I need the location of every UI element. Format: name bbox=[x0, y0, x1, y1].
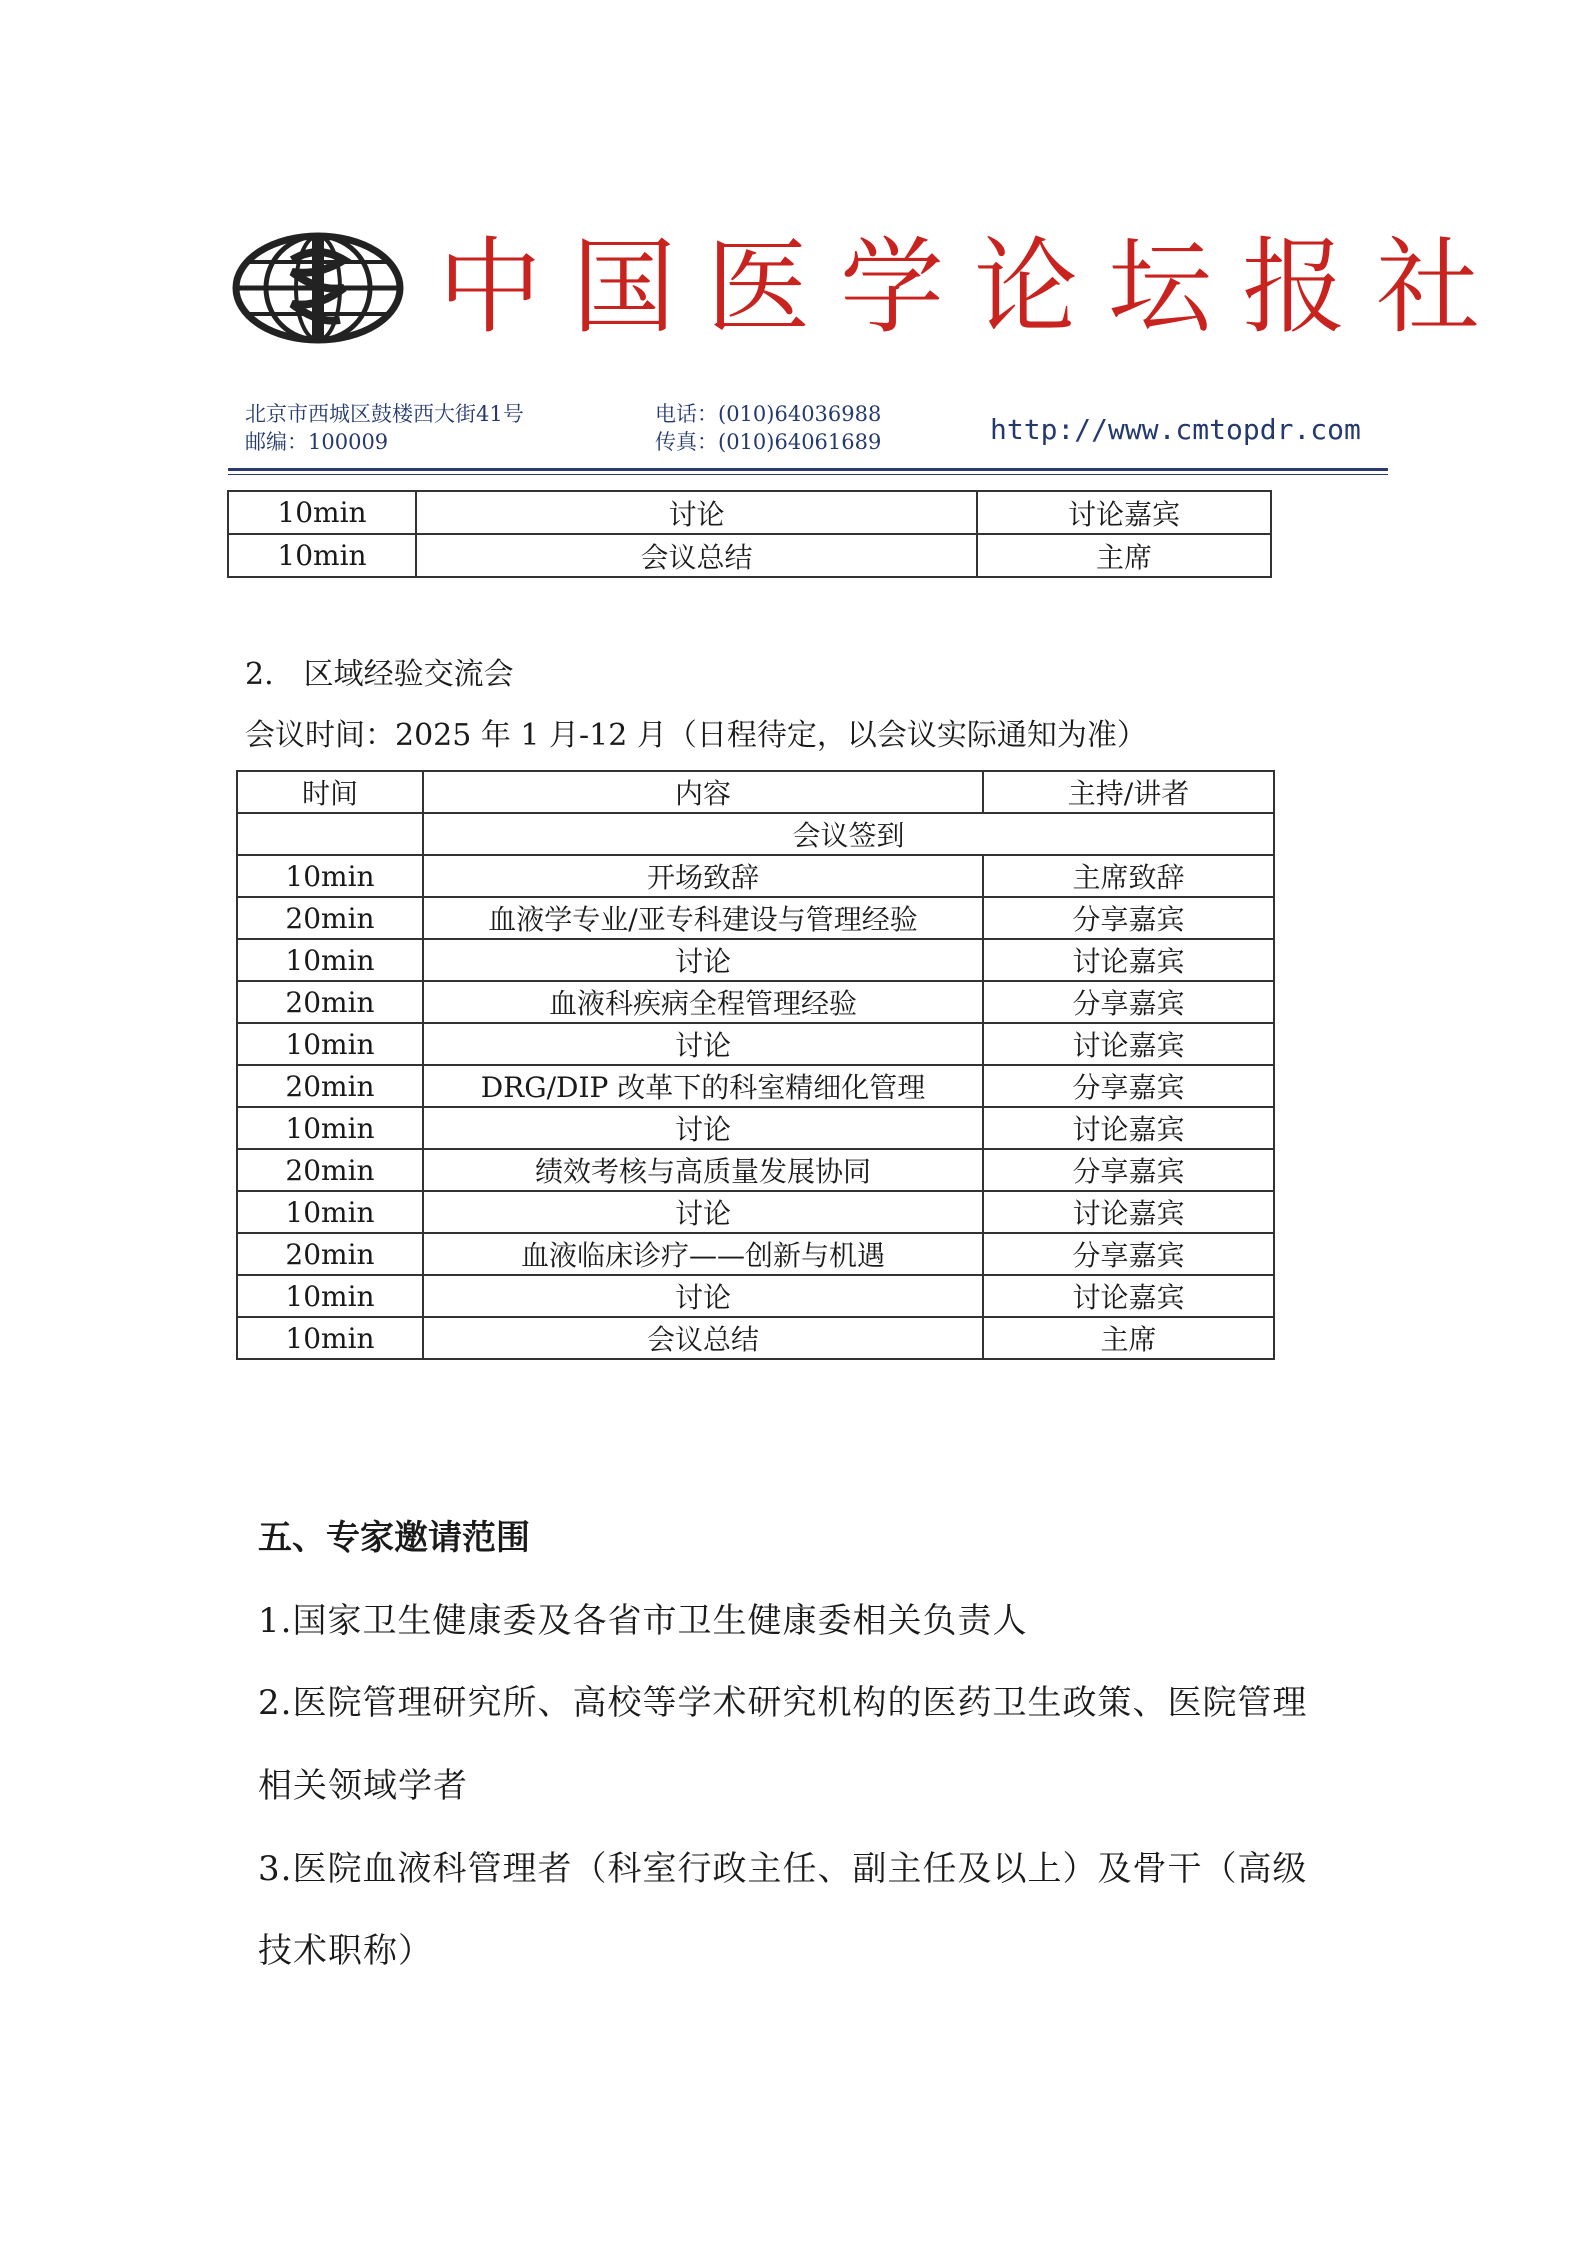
table-row bbox=[237, 1107, 1274, 1149]
table-row bbox=[237, 1317, 1274, 1359]
content-cell: 会议总结 bbox=[423, 1317, 983, 1359]
time-cell: 10min bbox=[237, 939, 423, 981]
table-row bbox=[237, 855, 1274, 897]
host-cell: 讨论嘉宾 bbox=[983, 1275, 1274, 1317]
time-cell: 10min bbox=[228, 534, 416, 577]
table-row bbox=[237, 1233, 1274, 1275]
header-host: 主持/讲者 bbox=[983, 771, 1274, 813]
time-cell: 10min bbox=[237, 1107, 423, 1149]
org-name: 中国医学论坛报社 bbox=[438, 226, 1511, 348]
paragraph-item-2-cont: 相关领域学者 bbox=[258, 1766, 468, 1806]
content-cell: 讨论 bbox=[423, 939, 983, 981]
schedule-table-continued bbox=[227, 490, 1272, 578]
header-content: 内容 bbox=[423, 771, 983, 813]
host-cell: 主席 bbox=[977, 534, 1271, 577]
content-cell: 讨论 bbox=[423, 1191, 983, 1233]
paragraph-item-2: 2.医院管理研究所、高校等学术研究机构的医药卫生政策、医院管理 bbox=[258, 1683, 1308, 1723]
time-cell: 10min bbox=[228, 491, 416, 534]
table-row bbox=[237, 1275, 1274, 1317]
website-url: http://www.cmtopdr.com bbox=[990, 413, 1361, 446]
table-row bbox=[237, 981, 1274, 1023]
table-row bbox=[237, 897, 1274, 939]
globe-caduceus-logo bbox=[232, 232, 404, 344]
table-row bbox=[228, 491, 1271, 534]
header-divider-thin bbox=[228, 474, 1388, 475]
content-cell: 开场致辞 bbox=[423, 855, 983, 897]
host-cell: 分享嘉宾 bbox=[983, 981, 1274, 1023]
content-cell: 讨论 bbox=[423, 1107, 983, 1149]
time-cell: 20min bbox=[237, 1149, 423, 1191]
header-time: 时间 bbox=[237, 771, 423, 813]
section-heading: 五、专家邀请范围 bbox=[258, 1518, 530, 1558]
signin-cell: 会议签到 bbox=[423, 813, 1274, 855]
host-cell: 讨论嘉宾 bbox=[983, 939, 1274, 981]
time-cell: 20min bbox=[237, 897, 423, 939]
table-row bbox=[228, 534, 1271, 577]
time-cell: 20min bbox=[237, 1065, 423, 1107]
content-cell: 讨论 bbox=[423, 1023, 983, 1065]
time-cell: 10min bbox=[237, 1317, 423, 1359]
host-cell: 分享嘉宾 bbox=[983, 897, 1274, 939]
time-cell: 10min bbox=[237, 1023, 423, 1065]
host-cell: 分享嘉宾 bbox=[983, 1065, 1274, 1107]
table-row bbox=[237, 939, 1274, 981]
content-cell: 血液科疾病全程管理经验 bbox=[423, 981, 983, 1023]
host-cell: 讨论嘉宾 bbox=[977, 491, 1271, 534]
paragraph-item-3: 3.医院血液科管理者（科室行政主任、副主任及以上）及骨干（高级 bbox=[258, 1849, 1308, 1889]
paragraph-item-1: 1.国家卫生健康委及各省市卫生健康委相关负责人 bbox=[258, 1601, 1028, 1641]
content-cell: 血液学专业/亚专科建设与管理经验 bbox=[423, 897, 983, 939]
table-row bbox=[237, 1023, 1274, 1065]
content-cell: 讨论 bbox=[423, 1275, 983, 1317]
time-cell: 10min bbox=[237, 1275, 423, 1317]
section-title: 2. 区域经验交流会 bbox=[245, 657, 514, 692]
content-cell: 会议总结 bbox=[416, 534, 977, 577]
address-block bbox=[245, 400, 524, 456]
content-cell: 血液临床诊疗——创新与机遇 bbox=[423, 1233, 983, 1275]
postcode-line: 邮编：100009 bbox=[245, 430, 389, 454]
content-cell: DRG/DIP 改革下的科室精细化管理 bbox=[423, 1065, 983, 1107]
address-line: 北京市西城区鼓楼西大街41号 bbox=[245, 402, 524, 426]
table-row bbox=[237, 1191, 1274, 1233]
contact-block bbox=[655, 400, 881, 456]
content-cell: 绩效考核与高质量发展协同 bbox=[423, 1149, 983, 1191]
host-cell: 讨论嘉宾 bbox=[983, 1191, 1274, 1233]
table-row-signin bbox=[237, 813, 1274, 855]
host-cell: 讨论嘉宾 bbox=[983, 1107, 1274, 1149]
host-cell: 分享嘉宾 bbox=[983, 1233, 1274, 1275]
time-cell bbox=[237, 813, 423, 855]
time-cell: 20min bbox=[237, 1233, 423, 1275]
phone-line: 电话：(010)64036988 bbox=[655, 402, 882, 426]
table-row bbox=[237, 1065, 1274, 1107]
schedule-table bbox=[236, 770, 1275, 1360]
time-cell: 10min bbox=[237, 855, 423, 897]
table-row bbox=[237, 1149, 1274, 1191]
host-cell: 讨论嘉宾 bbox=[983, 1023, 1274, 1065]
time-cell: 20min bbox=[237, 981, 423, 1023]
header-divider bbox=[228, 468, 1388, 471]
host-cell: 主席 bbox=[983, 1317, 1274, 1359]
fax-line: 传真：(010)64061689 bbox=[655, 430, 882, 454]
host-cell: 分享嘉宾 bbox=[983, 1149, 1274, 1191]
content-cell: 讨论 bbox=[416, 491, 977, 534]
host-cell: 主席致辞 bbox=[983, 855, 1274, 897]
paragraph-item-3-cont: 技术职称） bbox=[258, 1931, 433, 1971]
meeting-time: 会议时间：2025 年 1 月-12 月（日程待定，以会议实际通知为准） bbox=[245, 718, 1147, 753]
time-cell: 10min bbox=[237, 1191, 423, 1233]
table-header-row bbox=[237, 771, 1274, 813]
